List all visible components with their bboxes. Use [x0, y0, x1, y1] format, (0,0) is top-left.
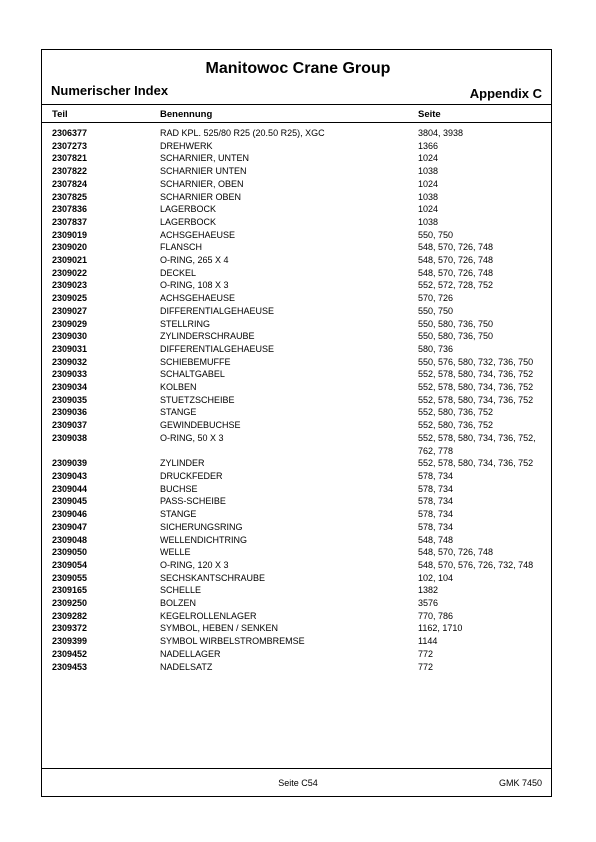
page-references: 578, 734 [418, 470, 454, 481]
appendix-label: Appendix C [469, 86, 542, 101]
part-number: 2309030 [52, 331, 88, 342]
table-row [0, 572, 596, 585]
page-references: 578, 734 [418, 496, 454, 507]
table-row [0, 241, 596, 254]
table-row [0, 534, 596, 547]
part-name: SCHIEBEMUFFE [160, 356, 231, 367]
part-number: 2309054 [52, 559, 88, 570]
column-header-divider [41, 122, 552, 123]
part-number: 2309452 [52, 648, 88, 659]
part-number: 2309050 [52, 547, 88, 558]
page-references: 570, 726 [418, 293, 454, 304]
table-row [0, 140, 596, 153]
part-number: 2309250 [52, 598, 88, 609]
table-row [0, 508, 596, 521]
part-name: SCHELLE [160, 585, 202, 596]
page-references: 772 [418, 648, 434, 659]
table-row [0, 521, 596, 534]
table-row [0, 330, 596, 343]
part-number: 2309047 [52, 521, 88, 532]
part-name: NADELSATZ [160, 661, 213, 672]
part-name: STUETZSCHEIBE [160, 394, 235, 405]
table-row [0, 216, 596, 229]
part-number: 2309025 [52, 293, 88, 304]
page-references: 548, 570, 576, 726, 732, 748 [418, 559, 534, 570]
part-number: 2309019 [52, 229, 88, 240]
part-number: 2309033 [52, 369, 88, 380]
page-references: 548, 570, 726, 748 [418, 255, 494, 266]
part-name: O-RING, 108 X 3 [160, 280, 229, 291]
part-name: DIFFERENTIALGEHAEUSE [160, 305, 275, 316]
page-references: 550, 580, 736, 750 [418, 318, 494, 329]
page-references: 548, 748 [418, 534, 454, 545]
model-label: GMK 7450 [498, 778, 542, 788]
part-number: 2307822 [52, 166, 88, 177]
page-references: 102, 104 [418, 572, 454, 583]
part-name: GEWINDEBUCHSE [160, 420, 241, 431]
table-row [0, 610, 596, 623]
page-references: 550, 750 [418, 305, 454, 316]
part-number: 2309165 [52, 585, 88, 596]
part-name: SYMBOL, HEBEN / SENKEN [160, 623, 279, 634]
part-name: SCHARNIER UNTEN [160, 166, 247, 177]
part-name: RAD KPL. 525/80 R25 (20.50 R25), XGC [160, 128, 325, 138]
page-references: 1024 [418, 178, 439, 189]
part-name: NADELLAGER [160, 648, 221, 659]
part-number: 2309021 [52, 255, 88, 266]
page-references: 1038 [418, 191, 439, 202]
part-number: 2309023 [52, 280, 88, 291]
footer-divider [41, 768, 552, 769]
table-row [0, 127, 596, 140]
page-references: 770, 786 [418, 610, 454, 621]
table-row [0, 419, 596, 432]
table-row [0, 406, 596, 419]
part-number: 2309282 [52, 610, 88, 621]
page-references: 1024 [418, 204, 439, 215]
page-references: 552, 578, 580, 734, 736, 752 [418, 394, 534, 405]
table-row [0, 559, 596, 572]
table-row [0, 394, 596, 407]
table-row [0, 318, 596, 331]
page-references: 552, 572, 728, 752 [418, 280, 494, 291]
table-row [0, 597, 596, 610]
page-references: 580, 736 [418, 343, 454, 354]
part-number: 2307273 [52, 140, 88, 151]
part-number: 2309031 [52, 343, 88, 354]
table-row [0, 584, 596, 597]
part-name: BOLZEN [160, 598, 197, 609]
part-name: FLANSCH [160, 242, 203, 253]
page-references: 548, 570, 726, 748 [418, 267, 494, 278]
part-number: 2309029 [52, 318, 88, 329]
table-row [0, 546, 596, 559]
part-name: DREHWERK [160, 140, 213, 151]
table-row [0, 635, 596, 648]
table-row [0, 483, 596, 496]
part-number: 2309032 [52, 356, 88, 367]
page-references: 550, 580, 736, 750 [418, 331, 494, 342]
page-references: 1024 [418, 153, 439, 164]
part-number: 2309027 [52, 305, 88, 316]
page-references: 552, 578, 580, 734, 736, 752, 762, 778 [418, 432, 536, 456]
table-row [0, 267, 596, 280]
page-references: 772 [418, 661, 434, 672]
page-references: 1144 [418, 636, 438, 647]
part-number: 2307837 [52, 216, 88, 227]
page-references: 550, 576, 580, 732, 736, 750 [418, 356, 534, 367]
part-number: 2309020 [52, 242, 88, 253]
part-number: 2309036 [52, 407, 88, 418]
part-name: ZYLINDERSCHRAUBE [160, 331, 255, 342]
part-number: 2309043 [52, 470, 88, 481]
table-row [0, 229, 596, 242]
part-name: DIFFERENTIALGEHAEUSE [160, 343, 275, 354]
part-number: 2309045 [52, 496, 88, 507]
page-references: 578, 734 [418, 483, 454, 494]
table-row [0, 292, 596, 305]
page-references: 552, 580, 736, 752 [418, 407, 494, 418]
part-number: 2309035 [52, 394, 88, 405]
part-name: DECKEL [160, 267, 197, 278]
part-name: WELLE [160, 547, 191, 558]
part-name: BUCHSE [160, 483, 198, 494]
page-references: 552, 580, 736, 752 [418, 420, 494, 431]
part-name: SICHERUNGSRING [160, 521, 243, 532]
part-number: 2309039 [52, 458, 88, 469]
column-header-benennung: Benennung [160, 109, 213, 120]
page-references: 1366 [418, 140, 439, 151]
part-name: PASS-SCHEIBE [160, 496, 226, 507]
part-number: 2306377 [52, 128, 88, 138]
part-number: 2309034 [52, 382, 88, 393]
part-name: KOLBEN [160, 382, 197, 393]
table-row [0, 661, 596, 674]
page-references: 552, 578, 580, 734, 736, 752 [418, 382, 534, 393]
page-references: 3576 [418, 598, 439, 609]
part-number: 2307836 [52, 204, 88, 215]
table-row [0, 470, 596, 483]
part-name: ACHSGEHAEUSE [160, 229, 236, 240]
page-references: 578, 734 [418, 509, 454, 520]
part-number: 2309453 [52, 661, 88, 672]
parts-table [0, 127, 596, 673]
part-name: LAGERBOCK [160, 204, 217, 215]
part-name: SCHARNIER, UNTEN [160, 153, 250, 164]
part-number: 2307824 [52, 178, 88, 189]
part-name: KEGELROLLENLAGER [160, 610, 257, 621]
part-number: 2309048 [52, 534, 88, 545]
part-name: O-RING, 50 X 3 [160, 432, 224, 443]
part-number: 2309372 [52, 623, 88, 634]
page-references: 550, 750 [418, 229, 454, 240]
part-name: O-RING, 120 X 3 [160, 559, 229, 570]
part-name: SECHSKANTSCHRAUBE [160, 572, 266, 583]
part-name: STANGE [160, 407, 197, 418]
part-number: 2309022 [52, 267, 88, 278]
column-header-teil: Teil [52, 109, 68, 120]
page-number: Seite C54 [278, 778, 318, 788]
part-number: 2309046 [52, 509, 88, 520]
part-name: ACHSGEHAEUSE [160, 293, 236, 304]
table-row [0, 457, 596, 470]
table-row [0, 495, 596, 508]
page-references: 1382 [418, 585, 439, 596]
part-number: 2307821 [52, 153, 88, 164]
header-divider [41, 104, 552, 105]
part-name: SYMBOL WIRBELSTROMBREMSE [160, 636, 305, 647]
page-references: 1038 [418, 216, 439, 227]
table-row [0, 279, 596, 292]
table-row [0, 368, 596, 381]
page-references: 552, 578, 580, 734, 736, 752 [418, 458, 534, 469]
table-row [0, 178, 596, 191]
column-header-seite: Seite [418, 109, 441, 120]
page-references: 3804, 3938 [418, 128, 464, 138]
table-row [0, 305, 596, 318]
part-name: ZYLINDER [160, 458, 205, 469]
part-name: STELLRING [160, 318, 211, 329]
table-row [0, 381, 596, 394]
table-row [0, 203, 596, 216]
table-row [0, 165, 596, 178]
table-row [0, 343, 596, 356]
part-name: DRUCKFEDER [160, 470, 223, 481]
part-number: 2309055 [52, 572, 88, 583]
part-number: 2309038 [52, 432, 88, 443]
part-name: O-RING, 265 X 4 [160, 255, 229, 266]
part-name: WELLENDICHTRING [160, 534, 248, 545]
part-number: 2309399 [52, 636, 88, 647]
table-row [0, 254, 596, 267]
part-name: LAGERBOCK [160, 216, 217, 227]
page-references: 548, 570, 726, 748 [418, 547, 494, 558]
table-row [0, 191, 596, 204]
table-row [0, 152, 596, 165]
table-row [0, 648, 596, 661]
part-number: 2309037 [52, 420, 88, 431]
company-title: Manitowoc Crane Group [205, 60, 391, 77]
part-name: STANGE [160, 509, 197, 520]
part-name: SCHARNIER OBEN [160, 191, 242, 202]
page-references: 548, 570, 726, 748 [418, 242, 494, 253]
part-name: SCHALTGABEL [160, 369, 225, 380]
page-references: 1038 [418, 166, 439, 177]
part-name: SCHARNIER, OBEN [160, 178, 244, 189]
table-row [0, 356, 596, 369]
page-references: 578, 734 [418, 521, 454, 532]
index-subtitle: Numerischer Index [51, 83, 169, 98]
part-number: 2307825 [52, 191, 88, 202]
page-references: 1162, 1710 [418, 623, 463, 634]
table-row [0, 432, 596, 457]
table-row [0, 622, 596, 635]
part-number: 2309044 [52, 483, 88, 494]
page-references: 552, 578, 580, 734, 736, 752 [418, 369, 534, 380]
